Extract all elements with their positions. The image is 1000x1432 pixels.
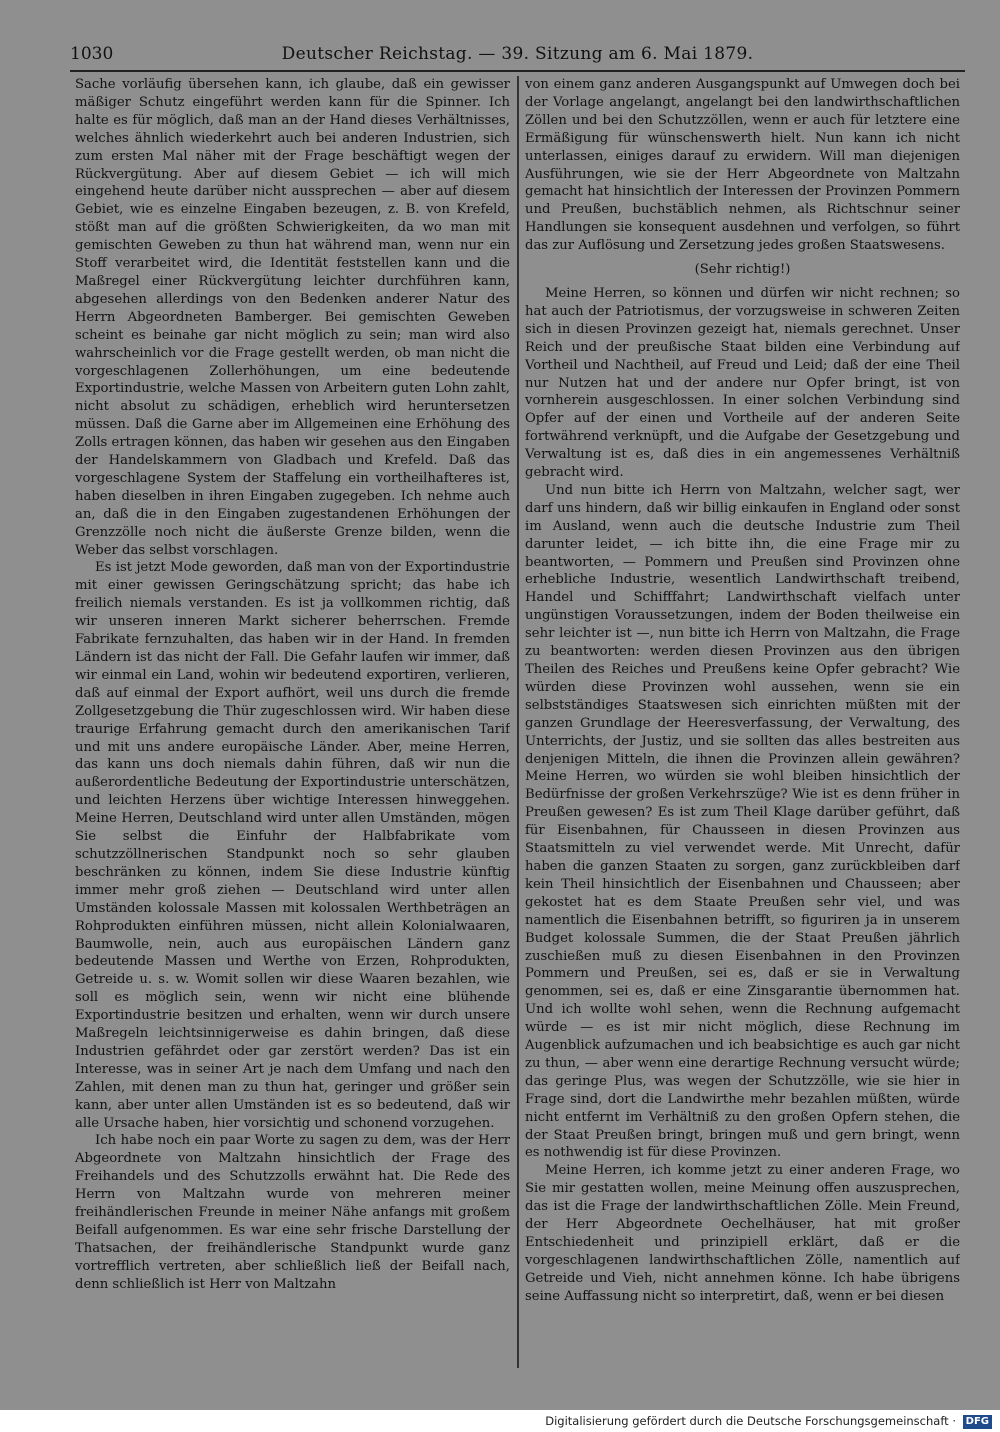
left-column xyxy=(75,76,510,1368)
paragraph: von einem ganz anderen Ausgangspunkt auf Umwegen doch bei der Vorlage angelangt, angelangt bei den landwirthschaftlichen Zöllen und bei den Schutzzöllen, wenn er auch für letztere eine Ermäßigung für wünschenswerth hielt. Nun kann ich nicht unterlassen, einiges darauf zu erwidern. Will man diejenigen Ausführungen, wie sie der Herr Abgeordnete von Maltzahn gemacht hat hinsichtlich der Interessen der Provinzen Pommern und Preußen, buchstäblich nehmen, als Richtschnur seiner Handlungen sie konsequent ausdehnen und verfolgen, so führt das zur Auflösung und Zersetzung jedes großen Staatswesens. xyxy=(525,77,960,254)
paragraph: Ich habe noch ein paar Worte zu sagen zu dem, was der Herr Abgeordnete von Maltzahn hinsichtlich der Frage des Freihandels und des Schutzzolls erwähnt hat. Die Rede des Herrn von Maltzahn wurde von mehreren meiner freihändlerischen Freunde in meiner Nähe anfangs mit großem Beifall aufgenommen. Es war eine sehr frische Darstellung der Thatsachen, der freihändlerische Standpunkt wurde ganz vortrefflich vertreten, aber schließlich ließ der Beifall nach, denn schließlich ist Herr von Maltzahn xyxy=(75,1133,510,1292)
paragraph: Meine Herren, ich komme jetzt zu einer anderen Frage, wo Sie mir gestatten wollen, meine Meinung offen auszusprechen, das ist die Frage der landwirthschaftlichen Zölle. Mein Freund, der Herr Abgeordnete Oechelhäuser, hat mit großer Entschiedenheit und prinzipiell erklärt, daß er die vorgeschlagenen landwirthschaftlichen Zölle, namentlich auf Getreide und Vieh, nicht annehmen könne. Ich habe übrigens seine Auffassung nicht so interpretirt, daß, wenn er bei diesen xyxy=(525,1163,960,1304)
paragraph: Und nun bitte ich Herrn von Maltzahn, welcher sagt, wer darf uns hindern, daß wir billig einkaufen in England oder sonst im Ausland, wenn auch die deutsche Industrie zum Theil darunter leidet, — ich bitte ihn, die eine Frage mir zu beantworten, — Pommern und Preußen sind Provinzen ohne erhebliche Industrie, wesentlich Landwirthschaft treibend, Handel und Schifffahrt; Landwirthschaft vielfach unter ungünstigen Voraussetzungen, indem der Boden theilweise ein sehr leichter ist —, nun bitte ich Herrn von Maltzahn, die Frage zu beantworten: werden diesen Provinzen aus den übrigen Theilen des Reiches und Preußens keine Opfer gebracht? Wie würden diese Provinzen wohl aussehen, wenn sie ein selbstständiges Staatswesen sich einrichten müßten mit der ganzen Grundlage der Heeresverfassung, der Verwaltung, des Unterrichts, der Justiz, und sie sollten das alles bestreiten aus denjenigen Mitteln, die ihnen die Provinzen allein gewähren? Meine Herren, wo würden sie wohl bleiben hinsichtlich der Bedürfnisse der großen Verkehrszüge? Wie ist es denn früher in Preußen gewesen? Es ist zum Theil Klage darüber geführt, daß für Eisenbahnen, für Chausseen in diesen Provinzen aus Staatsmitteln zu viel verwendet werde. Mit Unrecht, dafür haben die ganzen Staaten zu sorgen, ganz zurückbleiben darf kein Theil hinsichtlich der Eisenbahnen und Chausseen; aber gekostet hat es dem Staate Preußen sehr viel, und was namentlich die Eisenbahnen betrifft, so figuriren ja in unserem Budget kolossale Summen, die der Staat Preußen jährlich zuschießen muß zu diesen Eisenbahnen in den Provinzen Pommern und Preußen, sei es, daß er sie in Verwaltung genommen, sei es, daß er eine Zinsgarantie übernommen hat. Und ich wollte wohl sehen, wenn die Rechnung aufgemacht würde — es ist mir nicht möglich, diese Rechnung im Augenblick aufzumachen und ich beabsichtige es auch gar nicht zu thun, — aber wenn eine derartige Rechnung versucht würde; das geringe Plus, was wegen der Schutzzölle, wie sie hier in Frage sind, dort die Landwirthe mehr bezahlen müßten, würde nicht entfernt im Verhältniß zu den großen Opfern stehen, die der Staat Preußen bringt, bringen muß und gern bringt, wenn es nothwendig ist für diese Provinzen. xyxy=(525,482,960,1161)
right-column xyxy=(525,76,960,1368)
column-divider xyxy=(517,76,519,1368)
paragraph: Meine Herren, so können und dürfen wir nicht rechnen; so hat auch der Patriotismus, der vorzugsweise in schweren Zeiten sich in diesen Provinzen gezeigt hat, niemals gerechnet. Unser Reich und der preußische Staat bilden eine Verbindung auf Vortheil und Nachtheil, auf Freud und Leid; daß der eine Theil nur Nutzen hat und der andere nur Opfer bringt, ist von vornherein ausgeschlossen. In einer solchen Verbindung sind Opfer auf der einen und Vortheile auf der anderen Seite fortwährend verknüpft, und die Aufgabe der Gesetzgebung und Verwaltung ist es, daß dies in ein angemessenes Verhältniß gebracht wird. xyxy=(525,285,960,481)
credit-text: Digitalisierung gefördert durch die Deutsche Forschungsgemeinschaft · xyxy=(545,1414,956,1428)
digitization-credit xyxy=(545,1413,992,1429)
running-title: Deutscher Reichstag. — 39. Sitzung am 6. Mai 1879. xyxy=(281,44,754,64)
paragraph: Sache vorläufig übersehen kann, ich glaube, daß ein gewisser mäßiger Schutz eingeführt werden kann für die Spinner. Ich halte es für möglich, daß man an der Hand dieses Verhältnisses, welches ähnlich wiederkehrt auch bei anderen Industrien, sich zum ersten Mal näher mit der Frage beschäftigt wegen der Rückvergütung. Aber auf diesem Gebiet — ich will mich eingehend heute darüber nicht aussprechen — aber auf diesem Gebiet, wie es einzelne Eingaben bezeugen, z. B. von Krefeld, stößt man auf die größten Schwierigkeiten, da wo man mit gemischten Geweben zu thun hat während man, wenn nur ein Stoff verarbeitet wird, die Identität feststellen kann und die Maßregel einer Rückvergütung leichter durchführen kann, abgesehen allerdings von den Bedenken anderer Natur des Herrn Abgeordneten Bamberger. Bei gemischten Geweben scheint es beinahe gar nicht möglich zu sein; man wird also wahrscheinlich vor die Frage gestellt werden, ob man nicht die vorgeschlagenen Zollerhöhungen, um eine bedeutende Exportindustrie, welche Massen von Arbeitern guten Lohn zahlt, nicht absolut zu schädigen, erheblich wird heruntersetzen müssen. Daß die Garne aber im Allgemeinen eine Erhöhung des Zolls ertragen können, das haben wir gesehen aus den Eingaben der Handelskammern von Gladbach und Krefeld. Daß das vorgeschlagene System der Staffelung ein vortheilhafteres ist, haben dieselben in ihren Eingaben zugegeben. Ich nehme auch an, daß die in den Eingaben zugestandenen Erhöhungen der Grenzzölle noch nicht die äußerste Grenze bilden, wenn die Weber das selbst vorschlagen. xyxy=(75,77,510,558)
interjection: (Sehr richtig!) xyxy=(694,262,791,278)
page-number: 1030 xyxy=(70,44,114,64)
dfg-logo: DFG xyxy=(963,1415,992,1429)
paragraph: Es ist jetzt Mode geworden, daß man von der Exportindustrie mit einer gewissen Geringschätzung spricht; das habe ich freilich niemals verstanden. Es ist ja vollkommen richtig, daß wir unseren inneren Markt sicherer beherrschen. Fremde Fabrikate fernzuhalten, das haben wir in der Hand. In fremden Ländern ist das nicht der Fall. Die Gefahr laufen wir immer, daß wir einmal ein Land, wohin wir bedeutend exportiren, verlieren, daß auf einmal der Export aufhört, weil uns durch die fremde Zollgesetzgebung die Thür zugeschlossen wird. Wir haben diese traurige Erfahrung gemacht durch den amerikanischen Tarif und mit uns andere europäische Länder. Aber, meine Herren, das kann uns doch niemals dahin führen, daß wir nun die außerordentliche Bedeutung der Exportindustrie unterschätzen, und leichten Herzens über wichtige Interessen hinweggehen. Meine Herren, Deutschland wird unter allen Umständen, mögen Sie selbst die Einfuhr der Halbfabrikate vom schutzzöllnerischen Standpunkt noch so sehr glauben beschränken zu können, indem Sie diese Industrie künftig immer mehr groß ziehen — Deutschland wird unter allen Umständen kolossale Massen mit kolossalen Werthbeträgen an Rohprodukten einführen müssen, nicht allein Kolonialwaaren, Baumwolle, nein, auch aus europäischen Ländern ganz bedeutende Massen und Werthe von Erzen, Rohprodukten, Getreide u. s. w. Womit sollen wir diese Waaren bezahlen, wie soll es möglich sein, wenn wir nicht eine blühende Exportindustrie besitzen und erhalten, wenn wir durch unsere Maßregeln leichtsinnigerweise es dahin bringen, daß diese Industrien gefährdet oder gar zerstört werden? Das ist ein Interesse, was in seiner Art je nach dem Umfang und nach den Zahlen, mit denen man zu thun hat, geringer und größer sein kann, aber unter allen Umständen ist es so bedeutend, daß wir alle Ursache haben, hier vorsichtig und schonend vorzugehen. xyxy=(75,560,510,1131)
page-header xyxy=(70,40,965,72)
